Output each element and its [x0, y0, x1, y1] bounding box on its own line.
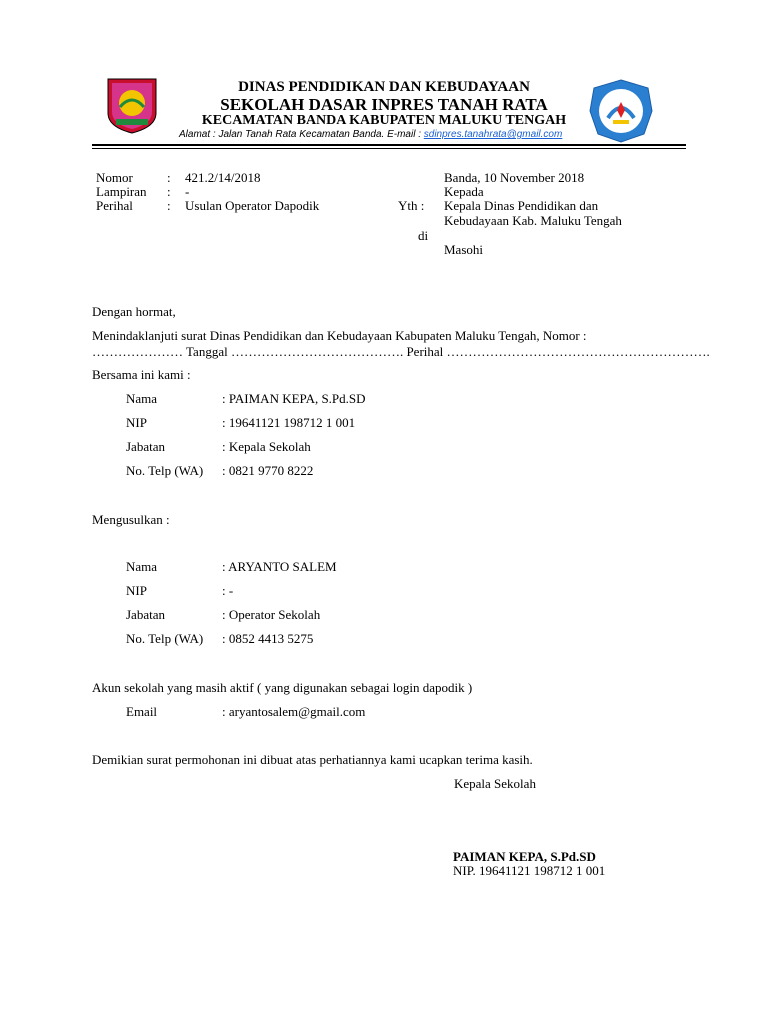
email-label: Email — [126, 704, 158, 719]
intro-line2: ………………… Tanggal …………………………………. Perihal ……………………………………………………. — [92, 344, 710, 359]
greeting: Dengan hormat, — [92, 304, 176, 319]
signature-name: PAIMAN KEPA, S.Pd.SD — [453, 849, 596, 864]
recipient-line1: Kepala Dinas Pendidikan dan — [444, 198, 599, 213]
person1-nip-label: NIP — [126, 415, 147, 430]
person2-nip-label: NIP — [126, 583, 147, 598]
person1-phone-label: No. Telp (WA) — [126, 463, 204, 478]
person1-nip-value: : 19641121 198712 1 001 — [222, 415, 356, 430]
person2-phone-label: No. Telp (WA) — [126, 631, 204, 646]
akun-text: Akun sekolah yang masih aktif ( yang digunakan sebagai login dapodik ) — [92, 680, 473, 695]
person1-jabatan-value: : Kepala Sekolah — [222, 439, 311, 454]
person1-name-value: : PAIMAN KEPA, S.Pd.SD — [222, 391, 366, 406]
person2-nip-value: : - — [222, 583, 234, 598]
bersama-label: Bersama ini kami : — [92, 367, 191, 382]
intro-line1: Menindaklanjuti surat Dinas Pendidikan dan Kebudayaan Kabupaten Maluku Tengah, Nomor : — [92, 328, 587, 343]
perihal-value: Usulan Operator Dapodik — [185, 198, 320, 213]
signature-title: Kepala Sekolah — [454, 776, 536, 791]
person1-jabatan-label: Jabatan — [126, 439, 165, 454]
person2-name-label: Nama — [126, 559, 158, 574]
recipient-line2: Kebudayaan Kab. Maluku Tengah — [444, 213, 622, 228]
closing-text: Demikian surat permohonan ini dibuat atas perhatiannya kami ucapkan terima kasih. — [92, 752, 533, 767]
person1-phone-value: : 0821 9770 8222 — [222, 463, 314, 478]
yth-label: Yth : — [398, 198, 425, 213]
lampiran-value: - — [185, 184, 190, 199]
lampiran-label: Lampiran — [96, 184, 147, 199]
address-text: Alamat : Jalan Tanah Rata Kecamatan Banda. E-mail : — [179, 129, 424, 140]
nomor-label: Nomor — [96, 170, 133, 185]
letter-date: Banda, 10 November 2018 — [444, 170, 585, 185]
email-value: : aryantosalem@gmail.com — [222, 704, 366, 719]
lampiran-colon: : — [167, 184, 171, 199]
perihal-label: Perihal — [96, 198, 133, 213]
signature-nip: NIP. 19641121 198712 1 001 — [453, 863, 606, 878]
person2-jabatan-label: Jabatan — [126, 607, 165, 622]
person1-name-label: Nama — [126, 391, 158, 406]
di-label: di — [418, 228, 429, 243]
person2-jabatan-value: : Operator Sekolah — [222, 607, 321, 622]
nomor-value: 421.2/14/2018 — [185, 170, 261, 185]
person2-phone-value: : 0852 4413 5275 — [222, 631, 314, 646]
header-rule-thin — [92, 148, 686, 149]
perihal-colon: : — [167, 198, 171, 213]
nomor-colon: : — [167, 170, 171, 185]
header-address — [179, 129, 562, 140]
header-dept: DINAS PENDIDIKAN DAN KEBUDAYAAN — [238, 79, 530, 95]
mengusulkan-label: Mengusulkan : — [92, 512, 170, 527]
person2-name-value: : ARYANTO SALEM — [222, 559, 337, 574]
kepada-label: Kepada — [444, 184, 484, 199]
recipient-city: Masohi — [444, 242, 483, 257]
header-rule-thick — [92, 144, 686, 146]
school-email-link[interactable]: sdinpres.tanahrata@gmail.com — [423, 129, 563, 140]
header-school: SEKOLAH DASAR INPRES TANAH RATA — [220, 95, 548, 114]
header-district: KECAMATAN BANDA KABUPATEN MALUKU TENGAH — [201, 113, 567, 128]
